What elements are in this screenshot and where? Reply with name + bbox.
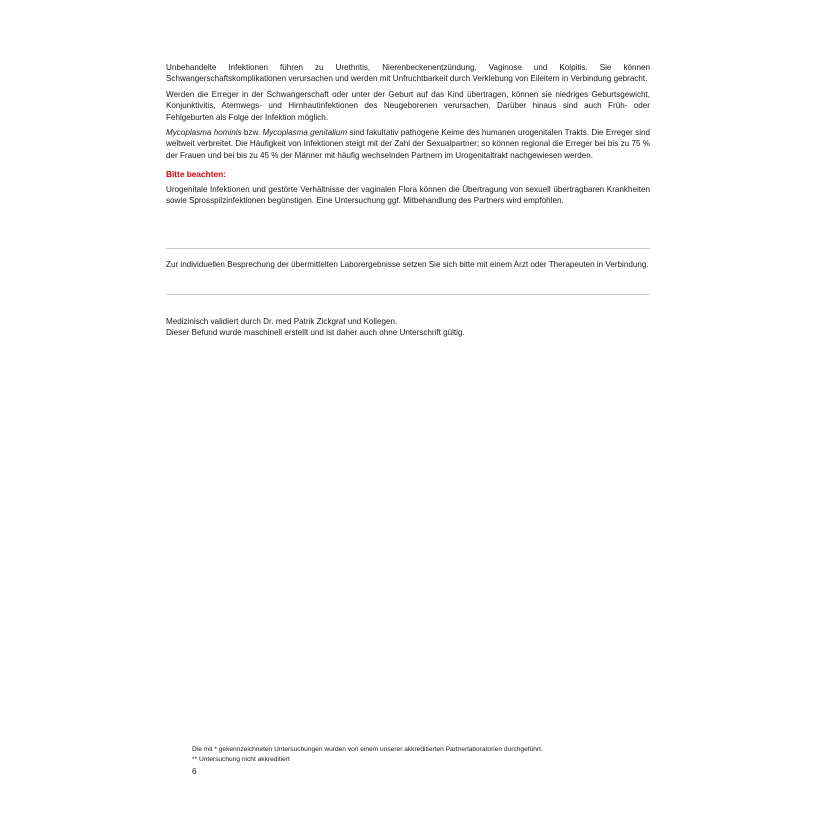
- note-text: Urogenitale Infektionen und gestörte Verhältnisse der vaginalen Flora können die Übertragung von sexuell übertragbaren Krankheiten sowie Sprosspilzinfektionen begünstigen. Eine Untersuchung ggf. Mitbehandlung des Partners wird empfohlen.: [166, 184, 650, 206]
- validation-line: Medizinisch validiert durch Dr. med Patrik Zickgraf und Kollegen.: [166, 317, 398, 326]
- paragraph-mycoplasma-text: sind fakultativ pathogene Keime des humanen urogenitalen Trakts. Die Erreger sind weltweit verbreitet. Die Häufigkeit von Infektionen steigt mit der Zahl der Sexualpartner; so können regional die Erreger bei bis zu 75 % der Frauen und bei bis zu 45 % der Männer mit häufig wechselnden Partnern im Urogenitaltrakt nachgewiesen werden.: [166, 128, 650, 160]
- species-name-genitalium: Mycoplasma genitalium: [262, 128, 348, 138]
- validation-disclaimer: Dieser Befund wurde maschinell erstellt und ist daher auch ohne Unterschrift gültig.: [166, 328, 465, 338]
- species-name-hominis: Mycoplasma hominis: [166, 128, 242, 138]
- validation-block: [166, 316, 650, 339]
- species-connector: bzw.: [241, 128, 263, 138]
- footer-partner-lab-note: Die mit * gekennzeichneten Untersuchungen wurden von einem unserer akkreditierten Partnerlaboratorien durchgeführt.: [192, 746, 543, 753]
- page-number: 6: [192, 766, 197, 776]
- divider-top: [166, 248, 650, 249]
- divider-bottom: [166, 294, 650, 295]
- paragraph-pregnancy: Werden die Erreger in der Schwangerschaft oder unter der Geburt auf das Kind übertragen, können sie niedriges Geburtsgewicht, Konjunktivitis, Atemwegs- und Hirnhautinfektionen des Neugeborenen verursachen. Darüber hinaus sind auch Früh- oder Fehlgeburten als Folge der Infektion möglich.: [166, 89, 650, 122]
- report-body: [166, 62, 650, 210]
- consult-text: Zur individuellen Besprechung der übermittelten Laborergebnisse setzen Sie sich bitte mit einem Arzt oder Therapeuten in Verbindung.: [166, 260, 649, 269]
- paragraph-mycoplasma: [166, 127, 650, 161]
- footer-notes: [192, 745, 543, 765]
- note-heading: Bitte beachten:: [166, 169, 226, 180]
- footer-accreditation-note: ** Untersuchung nicht akkreditiert: [192, 756, 290, 763]
- paragraph-complications: Unbehandelte Infektionen führen zu Urethritis, Nierenbeckenentzündung, Vaginose und Kolpitis. Sie können Schwangerschaftskomplikationen verursachen und werden mit Unfruchtbarkeit durch Verklebung von Eileitern in Verbindung gebracht.: [166, 63, 650, 84]
